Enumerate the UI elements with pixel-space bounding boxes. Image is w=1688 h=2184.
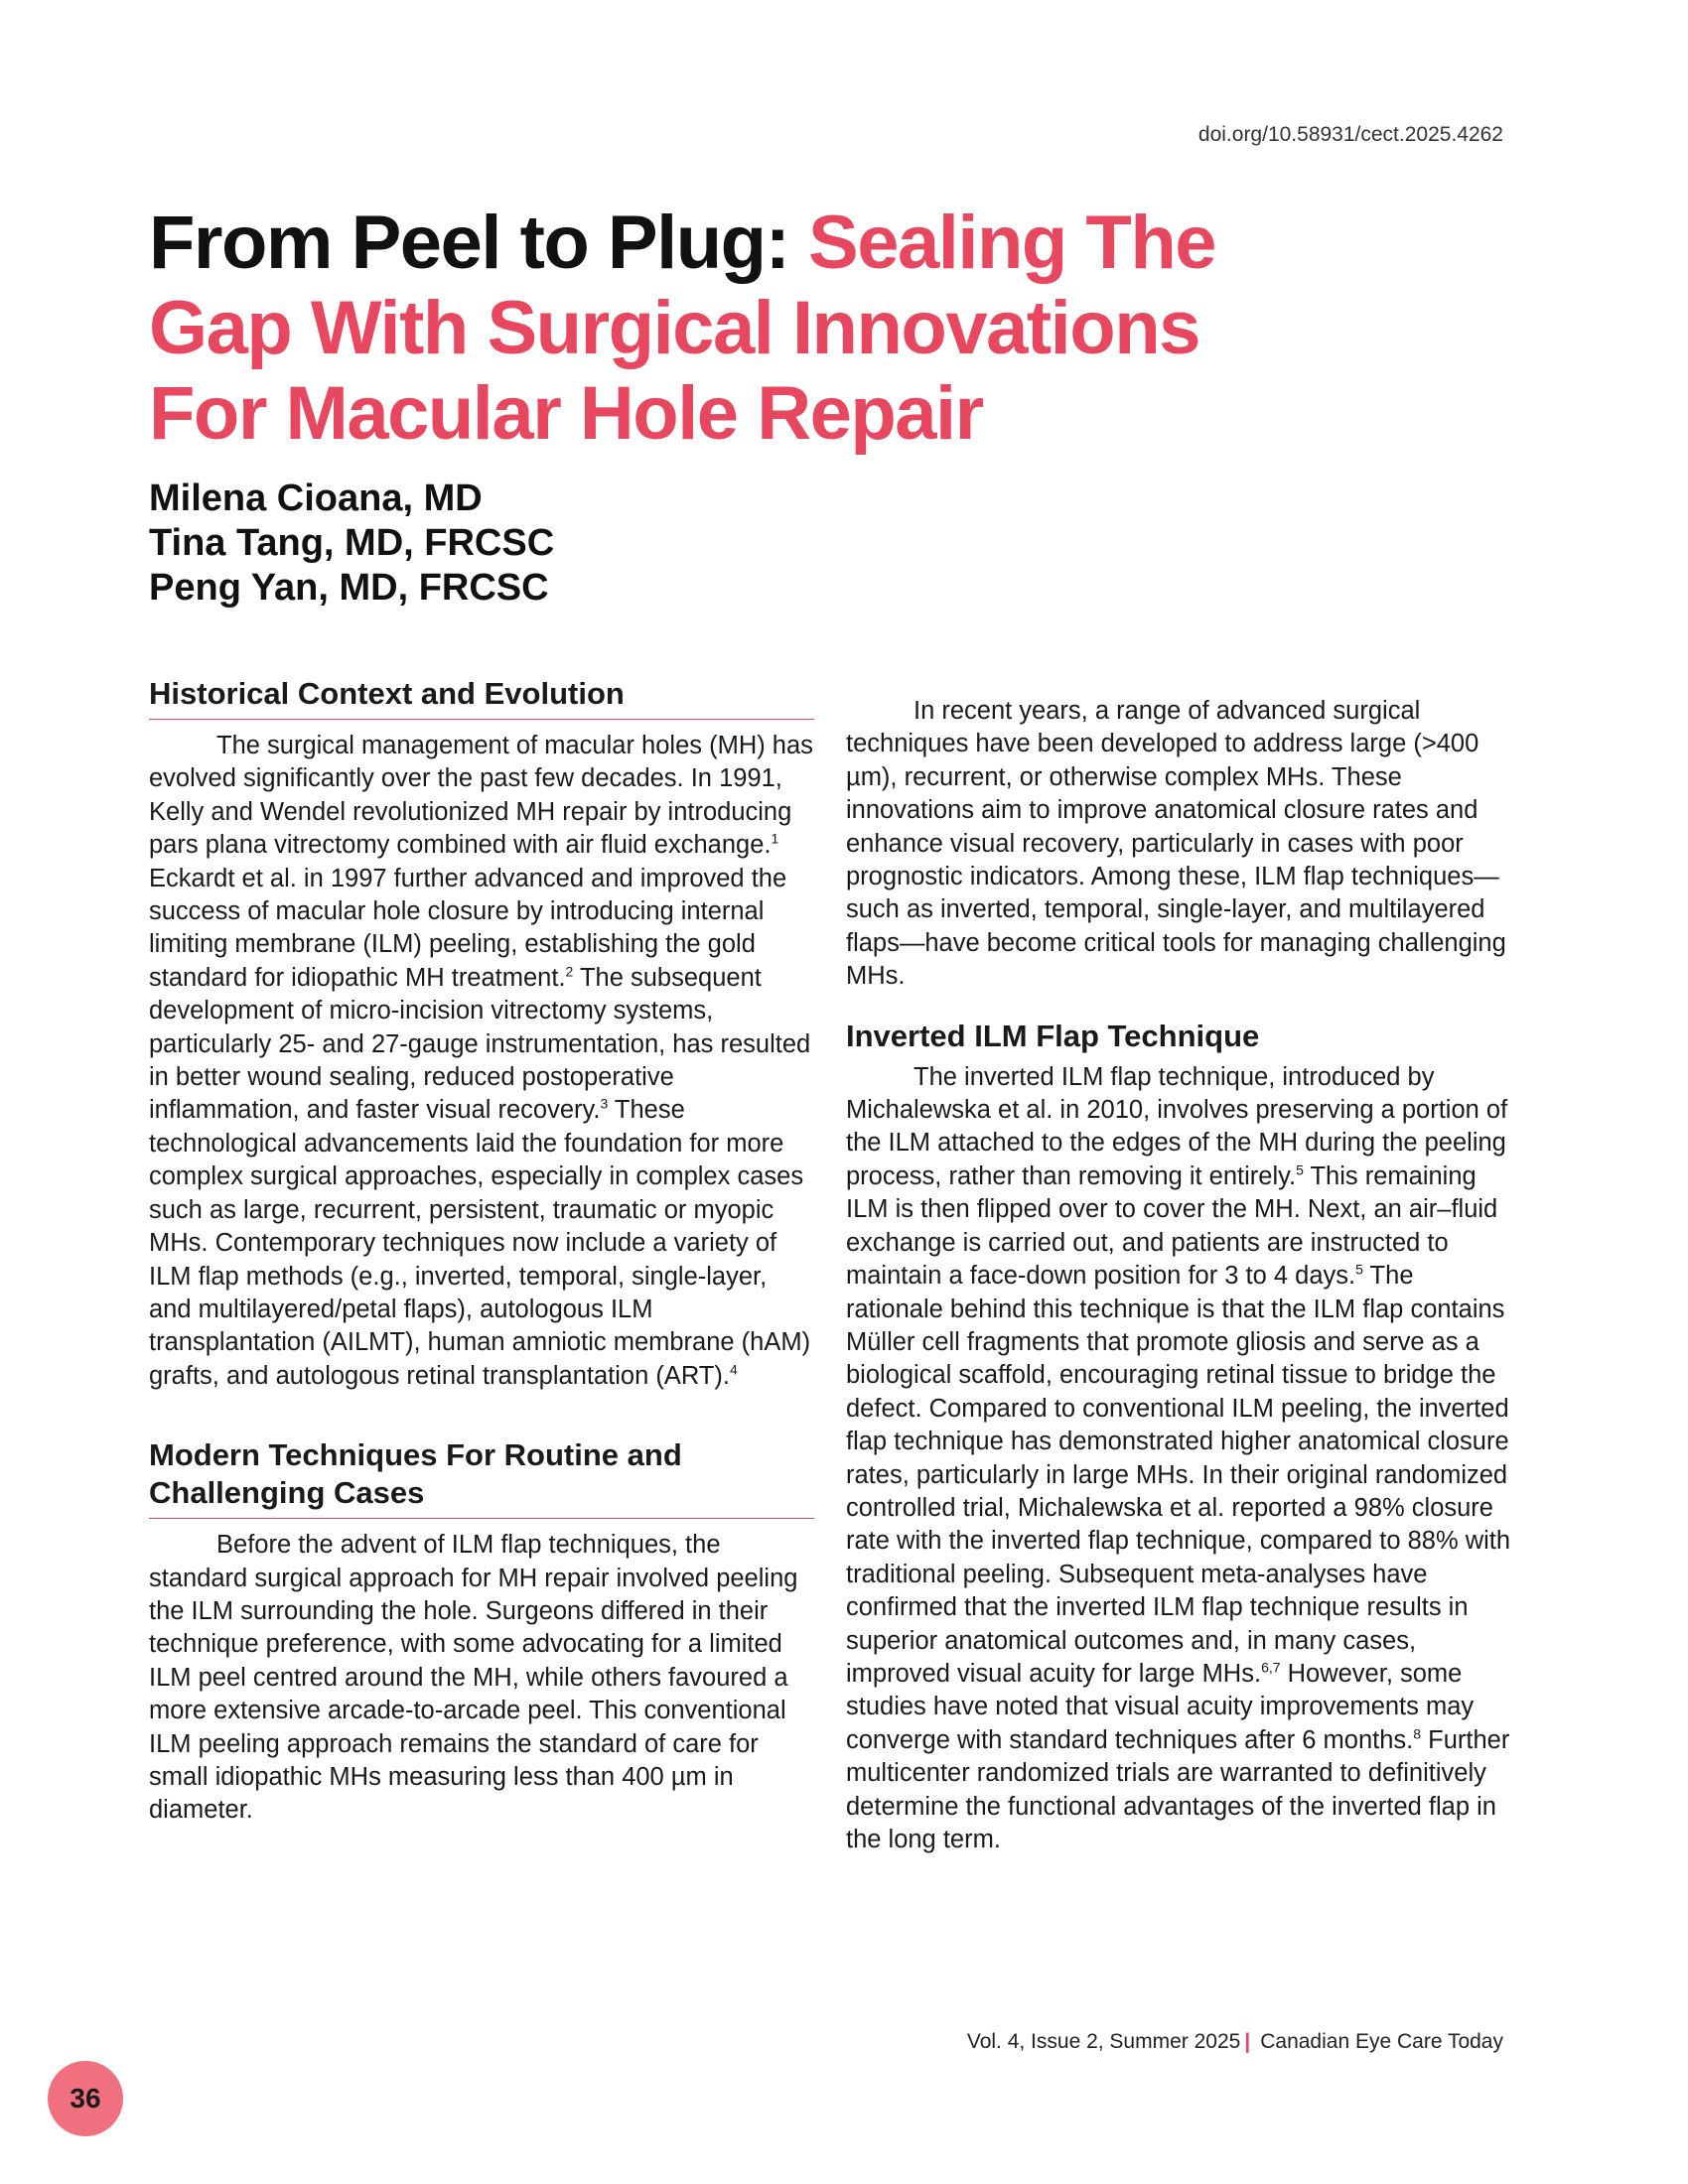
left-column <box>149 675 814 1828</box>
citation: 4 <box>729 1361 738 1378</box>
title-part-black: From Peel to Plug: <box>149 201 808 285</box>
citation: 5 <box>1296 1161 1304 1178</box>
section-heading-historical: Historical Context and Evolution <box>149 675 814 720</box>
journal-name: Canadian Eye Care Today <box>1260 2030 1503 2053</box>
citation: 8 <box>1413 1725 1422 1742</box>
citation: 3 <box>600 1095 609 1112</box>
right-column <box>846 675 1516 1856</box>
author-name: Tina Tang, MD, FRCSC <box>149 522 555 564</box>
paragraph-historical: The surgical management of macular holes (MH) has evolved significantly over the past few decades. In 1991, Kelly and Wendel revolutionized MH repair by introducing pars plana vitrectomy combined with air fluid exchange.$^1$ Eckardt et al. in 1997 further advanced and improved the success of macular hole closure by introducing internal limiting membrane (ILM) peeling, establishing the gold standard for idiopathic MH treatment.$^2$ The subsequent development of micro-incision vitrectomy systems, particularly 25- and 27-gauge instrumentation, has resulted in better wound sealing, reduced postoperative inflammation, and faster visual recovery.$^3$ These technological advancements laid the foundation for more complex surgical approaches, especially in complex cases such as large, recurrent, persistent, traumatic or myopic MHs. Contemporary techniques now include a variety of ILM flap methods (e.g., inverted, temporal, single-layer, and multilayered/petal flaps), autologous ILM transplantation (AILMT), human amniotic membrane (hAM) grafts, and autologous retinal transplantation (ART).$^4$ <box>149 732 813 1390</box>
doi-link[interactable]: doi.org/10.58931/cect.2025.4262 <box>1197 123 1503 146</box>
citation: 6,7 <box>1261 1659 1281 1676</box>
paragraph-inverted: The inverted ILM flap technique, introduced by Michalewska et al. in 2010, involves preserving a portion of the ILM attached to the edges of the MH during the peeling process, rather than removing it entirely.$^5$ This remaining ILM is then flipped over to cover the MH. Next, an air–fluid exchange is carried out, and patients are instructed to maintain a face-down position for 3 to 4 days.$^5$ The rationale behind this technique is that the ILM flap contains Müller cell fragments that promote gliosis and serve as a biological scaffold, encouraging retinal tissue to bridge the defect. Compared to conventional ILM peeling, the inverted flap technique has demonstrated higher anatomical closure rates, particularly in large MHs. In their original randomized controlled trial, Michalewska et al. reported a 98% closure rate with the inverted flap technique, compared to 88% with traditional peeling. Subsequent meta-analyses have confirmed that the inverted ILM flap technique results in superior anatomical outcomes and, in many cases, improved visual acuity for large MHs.$^{6,7}$ However, some studies have noted that visual acuity improvements may converge with standard techniques after 6 months.$^8$ Further multicenter randomized trials are warranted to definitively determine the functional advantages of the inverted flap in the long term. <box>846 1062 1511 1853</box>
issue-info: Vol. 4, Issue 2, Summer 2025 <box>966 2030 1241 2053</box>
author-name: Peng Yan, MD, FRCSC <box>149 567 549 609</box>
author-list <box>149 477 554 611</box>
citation: 1 <box>771 830 779 847</box>
author-name: Milena Cioana, MD <box>149 478 483 519</box>
paragraph-recent-years: In recent years, a range of advanced surgical techniques have been developed to address large (>400 µm), recurrent, or otherwise complex MHs. These innovations aim to improve anatomical closure rates and enhance visual recovery, particularly in cases with poor prognostic indicators. Among these, ILM flap techniques—such as inverted, temporal, single-layer, and multilayered flaps—have become critical tools for managing challenging MHs. <box>846 697 1506 991</box>
article-title <box>149 201 1321 457</box>
section-heading-modern: Modern Techniques For Routine and Challenging Cases <box>149 1436 814 1519</box>
footer-separator: | <box>1244 2030 1251 2053</box>
citation: 5 <box>1355 1261 1363 1278</box>
citation: 2 <box>565 963 574 980</box>
section-heading-inverted: Inverted ILM Flap Technique <box>846 1018 1260 1053</box>
title-part-accent: Sealing The Gap With Surgical Innovations For Macular Hole Repair <box>149 201 1216 456</box>
page-footer <box>967 2030 1503 2054</box>
paragraph-modern: Before the advent of ILM flap techniques, the standard surgical approach for MH repair involved peeling the ILM surrounding the hole. Surgeons differed in their technique preference, with some advocating for a limited ILM peel centred around the MH, while others favoured a more extensive arcade-to-arcade peel. This conventional ILM peeling approach remains the standard of care for small idiopathic MHs measuring less than 400 µm in diameter. <box>149 1531 798 1825</box>
page-number-badge: 36 <box>48 2061 123 2136</box>
